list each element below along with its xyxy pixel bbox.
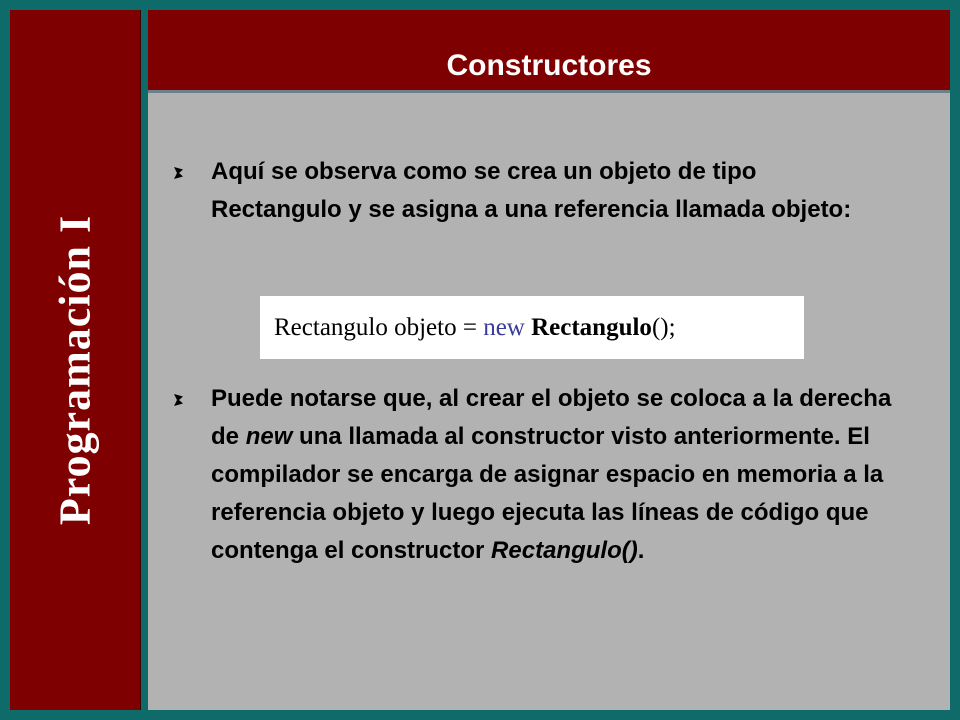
bullet-item <box>173 380 893 570</box>
bullet-marker-icon <box>173 153 187 191</box>
bullet-marker-icon <box>173 380 187 418</box>
bullet-text: Aquí se observa como se crea un objeto de tipo Rectangulo y se asigna a una referencia llamada objeto: <box>211 158 852 223</box>
code-prefix: Rectangulo objeto = <box>274 314 484 341</box>
bullet-text-em-constructor: Rectangulo() <box>491 537 638 564</box>
sidebar-panel <box>10 10 141 710</box>
header-bar <box>148 10 950 93</box>
sidebar-title: Programación I <box>50 214 100 526</box>
code-classname: Rectangulo <box>531 314 652 341</box>
code-keyword: new <box>483 314 525 341</box>
bullet-text-em-new: new <box>245 423 293 450</box>
bullet-item <box>173 153 893 229</box>
bullet-text-part1: Puede notarse que, al crear el objeto se coloca a la derecha de <box>211 385 892 450</box>
bullet-text-part3: . <box>637 537 645 564</box>
bullet-text <box>211 380 893 570</box>
bullet-text-part2: una llamada al constructor visto anteriormente. El compilador se encarga de asignar espacio en memoria a la referencia objeto y luego ejecuta las líneas de código que contenga el constructor <box>211 423 884 564</box>
slide-title: Constructores <box>446 49 652 82</box>
code-suffix: (); <box>651 314 676 341</box>
content-panel <box>148 93 950 710</box>
code-snippet <box>260 296 804 359</box>
